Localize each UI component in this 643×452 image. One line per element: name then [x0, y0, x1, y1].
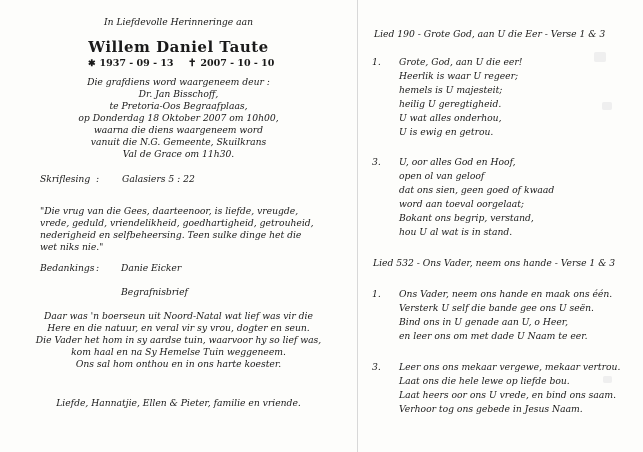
- hymn-line: heilig U geregtigheid.: [399, 99, 502, 110]
- hymn2-verse3-number: 3.: [372, 362, 381, 373]
- hymn2-title: Lied 532 - Ons Vader, neem ons hande - Verse 1 & 3: [373, 258, 616, 269]
- hymn-line: hemels is U majesteit;: [399, 85, 503, 96]
- hymn-line: Versterk U self die bande gee ons U seën.: [399, 303, 594, 314]
- hymn-line: Grote, God, aan U die eer!: [399, 57, 523, 68]
- scripture-separator: :: [96, 174, 100, 185]
- hymn1-verse3-number: 3.: [372, 157, 381, 168]
- hymn-line: hou U al wat is in stand.: [399, 227, 513, 238]
- hymn-line: Bind ons in U genade aan U, o Heer,: [399, 317, 569, 328]
- right-panel: [358, 0, 643, 452]
- print-speck: [602, 102, 612, 110]
- hymn-line: Leer ons ons mekaar vergewe, mekaar vertrou.: [399, 362, 621, 373]
- death-date: 2007 - 10 - 10: [200, 58, 275, 69]
- hymn-line: Heerlik is waar U regeer;: [399, 71, 519, 82]
- thanks-label: Bedankings: [40, 263, 95, 274]
- hymn-line: Ons Vader, neem ons hande en maak ons één.: [399, 289, 613, 300]
- signoff: Liefde, Hannatjie, Ellen & Pieter, familie en vriende.: [56, 398, 301, 409]
- service-line: vanuit die N.G. Gemeente, Skuilkrans: [90, 137, 267, 148]
- verse-line: vrede, geduld, vriendelikheid, goedhartigheid, getrouheid,: [40, 218, 314, 229]
- print-speck: [603, 376, 612, 383]
- verse-line: "Die vrug van die Gees, daarteenoor, is liefde, vreugde,: [40, 206, 299, 217]
- hymn-line: Bokant ons begrip, verstand,: [399, 213, 534, 224]
- scripture-label: Skriflesing: [40, 174, 91, 185]
- hymn-line: U wat alles onderhou,: [399, 113, 502, 124]
- hymn-line: Laat ons die hele lewe op liefde bou.: [399, 376, 570, 387]
- hymn-line: en leer ons om met dade U Naam te eer.: [399, 331, 588, 342]
- print-speck: [594, 52, 606, 62]
- hymn-line: word aan toeval oorgelaat;: [399, 199, 525, 210]
- verse-line: wet niks nie.": [40, 242, 104, 253]
- letter-line: Ons sal hom onthou en in ons harte koester.: [75, 359, 282, 370]
- cross-icon: ✝: [188, 58, 197, 69]
- deceased-name: Willem Daniel Taute: [88, 38, 269, 56]
- birth-date-group: [88, 58, 174, 69]
- verse-line: nederigheid en selfbeheersing. Teen sulke dinge het die: [40, 230, 302, 241]
- service-line: Val de Grace om 11h30.: [122, 149, 235, 160]
- hymn1-verse1-number: 1.: [372, 57, 381, 68]
- thanks-name: Danie Eicker: [121, 263, 182, 274]
- thanks-separator: :: [96, 263, 100, 274]
- scripture-reference: Galasiers 5 : 22: [122, 174, 195, 185]
- letter-line: kom haal en na Sy Hemelse Tuin weggeneem.: [71, 347, 286, 358]
- service-line: te Pretoria-Oos Begraafplaas,: [109, 101, 248, 112]
- star-icon: ✱: [88, 59, 96, 69]
- hymn1-title: Lied 190 - Grote God, aan U die Eer - Verse 1 & 3: [374, 29, 606, 40]
- letter-title: Begrafnisbrief: [121, 287, 188, 298]
- service-line: waarna die diens waargeneem word: [93, 125, 264, 136]
- birth-date: 1937 - 09 - 13: [99, 58, 174, 69]
- service-line: Die grafdiens word waargeneem deur :: [87, 77, 270, 88]
- letter-line: Here en die natuur, en veral vir sy vrou, dogter en seun.: [47, 323, 310, 334]
- hymn-line: Verhoor tog ons gebede in Jesus Naam.: [399, 404, 583, 415]
- hymn-line: open ol van geloof: [399, 171, 485, 182]
- letter-line: Die Vader het hom in sy aardse tuin, waarvoor hy so lief was,: [35, 335, 322, 346]
- death-date-group: [188, 58, 274, 69]
- hymn2-verse1-number: 1.: [372, 289, 381, 300]
- hymn-line: U, oor alles God en Hoof,: [399, 157, 516, 168]
- service-line: Dr. Jan Bisschoff,: [138, 89, 219, 100]
- hymn-line: U is ewig en getrou.: [399, 127, 494, 138]
- hymn-line: Laat heers oor ons U vrede, en bind ons saam.: [399, 390, 616, 401]
- intro-line: In Liefdevolle Herinneringe aan: [103, 17, 254, 28]
- service-line: op Donderdag 18 Oktober 2007 om 10h00,: [78, 113, 279, 124]
- letter-line: Daar was 'n boerseun uit Noord-Natal wat lief was vir die: [44, 311, 313, 322]
- hymn-line: dat ons sien, geen goed of kwaad: [399, 185, 555, 196]
